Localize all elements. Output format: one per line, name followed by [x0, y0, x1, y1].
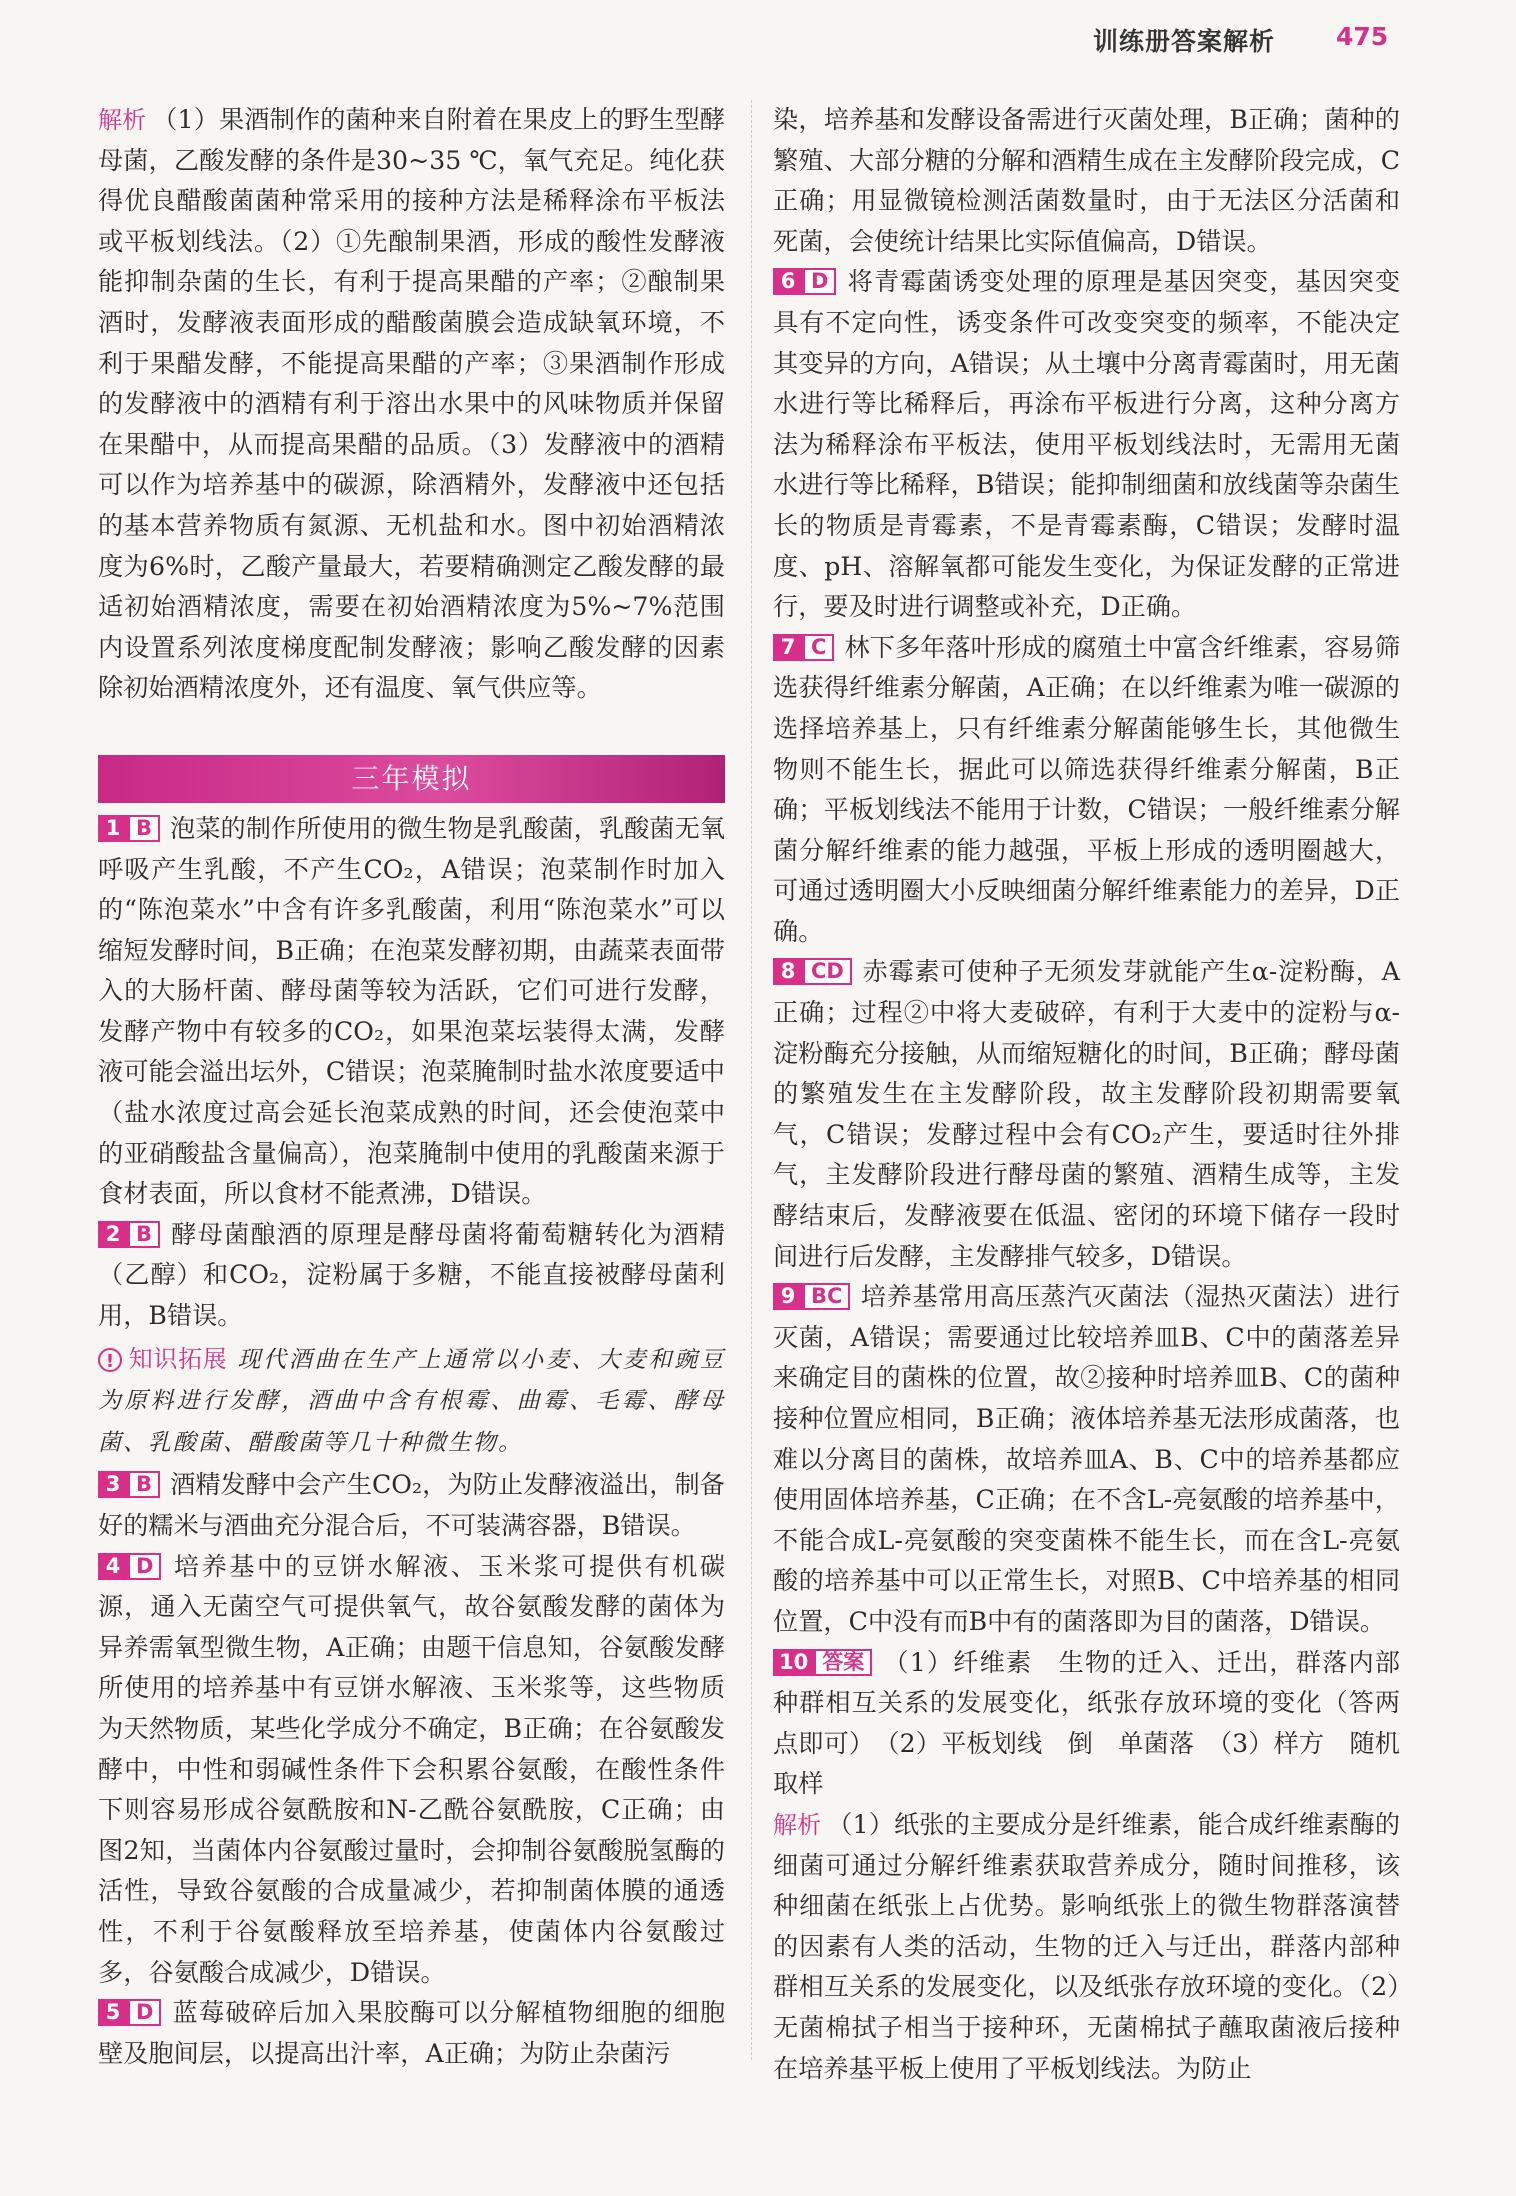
- answer-badge: 9 BC: [773, 1283, 850, 1310]
- answer-badge: 8 CD: [773, 958, 852, 985]
- answer-text: 酵母菌酿酒的原理是酵母菌将葡萄糖转化为酒精（乙醇）和CO₂，淀粉属于多糖，不能直接被酵母菌利用，B错误。: [98, 1219, 725, 1331]
- page-number: 475: [1336, 22, 1389, 51]
- exclamation-icon: !: [98, 1348, 122, 1372]
- tip-label: 知识拓展: [128, 1344, 228, 1373]
- answer-item-5: [98, 1993, 725, 2074]
- answer-text: （1）纤维素 生物的迁入、迁出，群落内部种群相互关系的发展变化，纸张存放环境的变化（答两点即可） （2）平板划线 倒 单菌落 （3）样方 随机取样: [773, 1647, 1400, 1799]
- answer-item-8: [773, 952, 1400, 1277]
- answer-text: 赤霉素可使种子无须发芽就能产生α-淀粉酶，A正确；过程②中将大麦破碎，有利于大麦中的淀粉与α-淀粉酶充分接触，从而缩短糖化的时间，B正确；酵母菌的繁殖发生在主发酵阶段，故主发酵阶段初期需要氧气，C错误；发酵过程中会有CO₂产生，要适时往外排气，主发酵阶段进行酵母菌的繁殖、酒精生成等，主发酵结束后，发酵液要在低温、密闭的环境下储存一段时间进行后发酵，主发酵排气较多，D错误。: [773, 957, 1400, 1271]
- answer-text: 林下多年落叶形成的腐殖土中富含纤维素，容易筛选获得纤维素分解菌，A正确；在以纤维素为唯一碳源的选择培养基上，只有纤维素分解菌能够生长，其他微生物则不能生长，据此可以筛选获得纤维素分解菌，B正确；平板划线法不能用于计数，C错误；一般纤维素分解菌分解纤维素的能力越强，平板上形成的透明圈越大，可通过透明圈大小反映细菌分解纤维素能力的差异，D正确。: [773, 632, 1400, 946]
- answer-text: 酒精发酵中会产生CO₂，为防止发酵液溢出，制备好的糯米与酒曲充分混合后，不可装满容器，B错误。: [98, 1470, 725, 1540]
- answer-item-6: [773, 262, 1400, 627]
- analysis-text: （1）果酒制作的菌种来自附着在果皮上的野生型酵母菌，乙酸发酵的条件是30~35 ℃，氧气充足。纯化获得优良醋酸菌菌种常采用的接种方法是稀释涂布平板法或平板划线法。（2）①先酿制果酒，形成的酸性发酵液能抑制杂菌的生长，有利于提高果醋的产率；②酿制果酒时，发酵液表面形成的醋酸菌膜会造成缺氧环境，不利于果醋发酵，不能提高果醋的产率；③果酒制作形成的发酵液中的酒精有利于溶出水果中的风味物质并保留在果醋中，从而提高果醋的品质。（3）发酵液中的酒精可以作为培养基中的碳源，除酒精外，发酵液中还包括的基本营养物质有氮源、无机盐和水。图中初始酒精浓度为6%时，乙酸产量最大，若要精确测定乙酸发酵的最适初始酒精浓度，需要在初始酒精浓度为5%~7%范围内设置系列浓度梯度配制发酵液；影响乙酸发酵的因素除初始酒精浓度外，还有温度、氧气供应等。: [98, 105, 726, 703]
- answer-item-1: [98, 809, 725, 1215]
- continued-text: 染，培养基和发酵设备需进行灭菌处理，B正确；菌种的繁殖、大部分糖的分解和酒精生成在主发酵阶段完成，C正确；用显微镜检测活菌数量时，由于无法区分活菌和死菌，会使统计结果比实际值偏高，D错误。: [773, 105, 1400, 256]
- answer-badge: 5 D: [98, 1999, 161, 2026]
- answer-text: 培养基中的豆饼水解液、玉米浆可提供有机碳源，通入无菌空气可提供氧气，故谷氨酸发酵的菌体为异养需氧型微生物，A正确；由题干信息知，谷氨酸发酵所使用的培养基中有豆饼水解液、玉米浆等，这些物质为天然物质，某些化学成分不确定，B正确；在谷氨酸发酵中，中性和弱碱性条件下会积累谷氨酸，在酸性条件下则容易形成谷氨酰胺和N-乙酰谷氨酰胺，C正确；由图2知，当菌体内谷氨酸过量时，会抑制谷氨酸脱氢酶的活性，导致谷氨酸的合成量减少，若抑制菌体膜的通透性，不利于谷氨酸释放至培养基，使菌体内谷氨酸过多，谷氨酸合成减少，D错误。: [98, 1551, 725, 1987]
- answer-item-7: [773, 628, 1400, 953]
- answer-badge: 6 D: [773, 268, 836, 295]
- left-column: [98, 100, 725, 2074]
- analysis-paragraph: [98, 100, 725, 709]
- section-title: 三年模拟: [98, 755, 725, 803]
- answer-item-2: [98, 1215, 725, 1337]
- answer-badge: 3 B: [98, 1471, 160, 1498]
- answer-item-3: [98, 1465, 725, 1546]
- tip-text: 现代酒曲在生产上通常以小麦、大麦和豌豆为原料进行发酵，酒曲中含有根霉、曲霉、毛霉、酵母菌、乳酸菌、醋酸菌等几十种微生物。: [98, 1346, 726, 1456]
- answer-item-4: [98, 1547, 725, 1994]
- analysis-label: 解析: [773, 1810, 822, 1839]
- answer-text: 将青霉菌诱变处理的原理是基因突变，基因突变具有不定向性，诱变条件可改变突变的频率，不能决定其变异的方向，A错误；从土壤中分离青霉菌时，用无菌水进行等比稀释后，再涂布平板进行分离，这种分离方法为稀释涂布平板法，使用平板划线法时，无需用无菌水进行等比稀释，B错误；能抑制细菌和放线菌等杂菌生长的物质是青霉素，不是青霉素酶，C错误；发酵时温度、pH、溶解氧都可能发生变化，为保证发酵的正常进行，要及时进行调整或补充，D正确。: [773, 267, 1400, 622]
- knowledge-tip: [98, 1339, 725, 1464]
- answer-badge: 4 D: [98, 1553, 161, 1580]
- answer-badge: 1 B: [98, 815, 160, 842]
- answer-item-9: [773, 1277, 1400, 1642]
- analysis-label: 解析: [98, 106, 147, 134]
- answer-text: 培养基常用高压蒸汽灭菌法（湿热灭菌法）进行灭菌，A错误；需要通过比较培养皿B、C中的菌落差异来确定目的菌株的位置，故②接种时培养皿B、C的菌种接种位置应相同，B正确；液体培养基无法形成菌落，也难以分离目的菌株，故培养皿A、B、C中的培养基都应使用固体培养基，C正确；在不含L-亮氨酸的培养基中，不能合成L-亮氨酸的突变菌株不能生长，而在含L-亮氨酸的培养基中可以正常生长，对照B、C中培养基的相同位置，C中没有而B中有的菌落即为目的菌落，D错误。: [773, 1282, 1400, 1636]
- header-title: 训练册答案解析: [1093, 27, 1276, 56]
- right-column: [773, 100, 1400, 2089]
- analysis-paragraph: [773, 1805, 1400, 2089]
- answer-text: 泡菜的制作所使用的微生物是乳酸菌，乳酸菌无氧呼吸产生乳酸，不产生CO₂，A错误；泡菜制作时加入的“陈泡菜水”中含有许多乳酸菌，利用“陈泡菜水”可以缩短发酵时间，B正确；在泡菜发酵初期，由蔬菜表面带入的大肠杆菌、酵母菌等较为活跃，它们可进行发酵，发酵产物中有较多的CO₂，如果泡菜坛装得太满，发酵液可能会溢出坛外，C错误；泡菜腌制时盐水浓度要适中（盐水浓度过高会延长泡菜成熟的时间，还会使泡菜中的亚硝酸盐含量偏高），泡菜腌制中使用的乳酸菌来源于食材表面，所以食材不能煮沸，D错误。: [98, 813, 725, 1209]
- answer-badge: 10 答案: [773, 1649, 872, 1676]
- answer-text: 蓝莓破碎后加入果胶酶可以分解植物细胞的细胞壁及胞间层，以提高出汁率，A正确；为防止杂菌污: [98, 1998, 725, 2068]
- analysis-text: （1）纸张的主要成分是纤维素，能合成纤维素酶的细菌可通过分解纤维素获取营养成分，随时间推移，该种细菌在纸张上占优势。影响纸张上的微生物群落演替的因素有人类的活动，生物的迁入与迁出，群落内部种群相互关系的发展变化，以及纸张存放环境的变化。（2）无菌棉拭子相当于接种环，无菌棉拭子蘸取菌液后接种在培养基平板上使用了平板划线法。为防止: [773, 1809, 1401, 2083]
- answer-badge: 7 C: [773, 634, 834, 661]
- answer-item-10: [773, 1643, 1400, 1805]
- column-divider: [751, 100, 752, 2060]
- answer-badge: 2 B: [98, 1221, 160, 1248]
